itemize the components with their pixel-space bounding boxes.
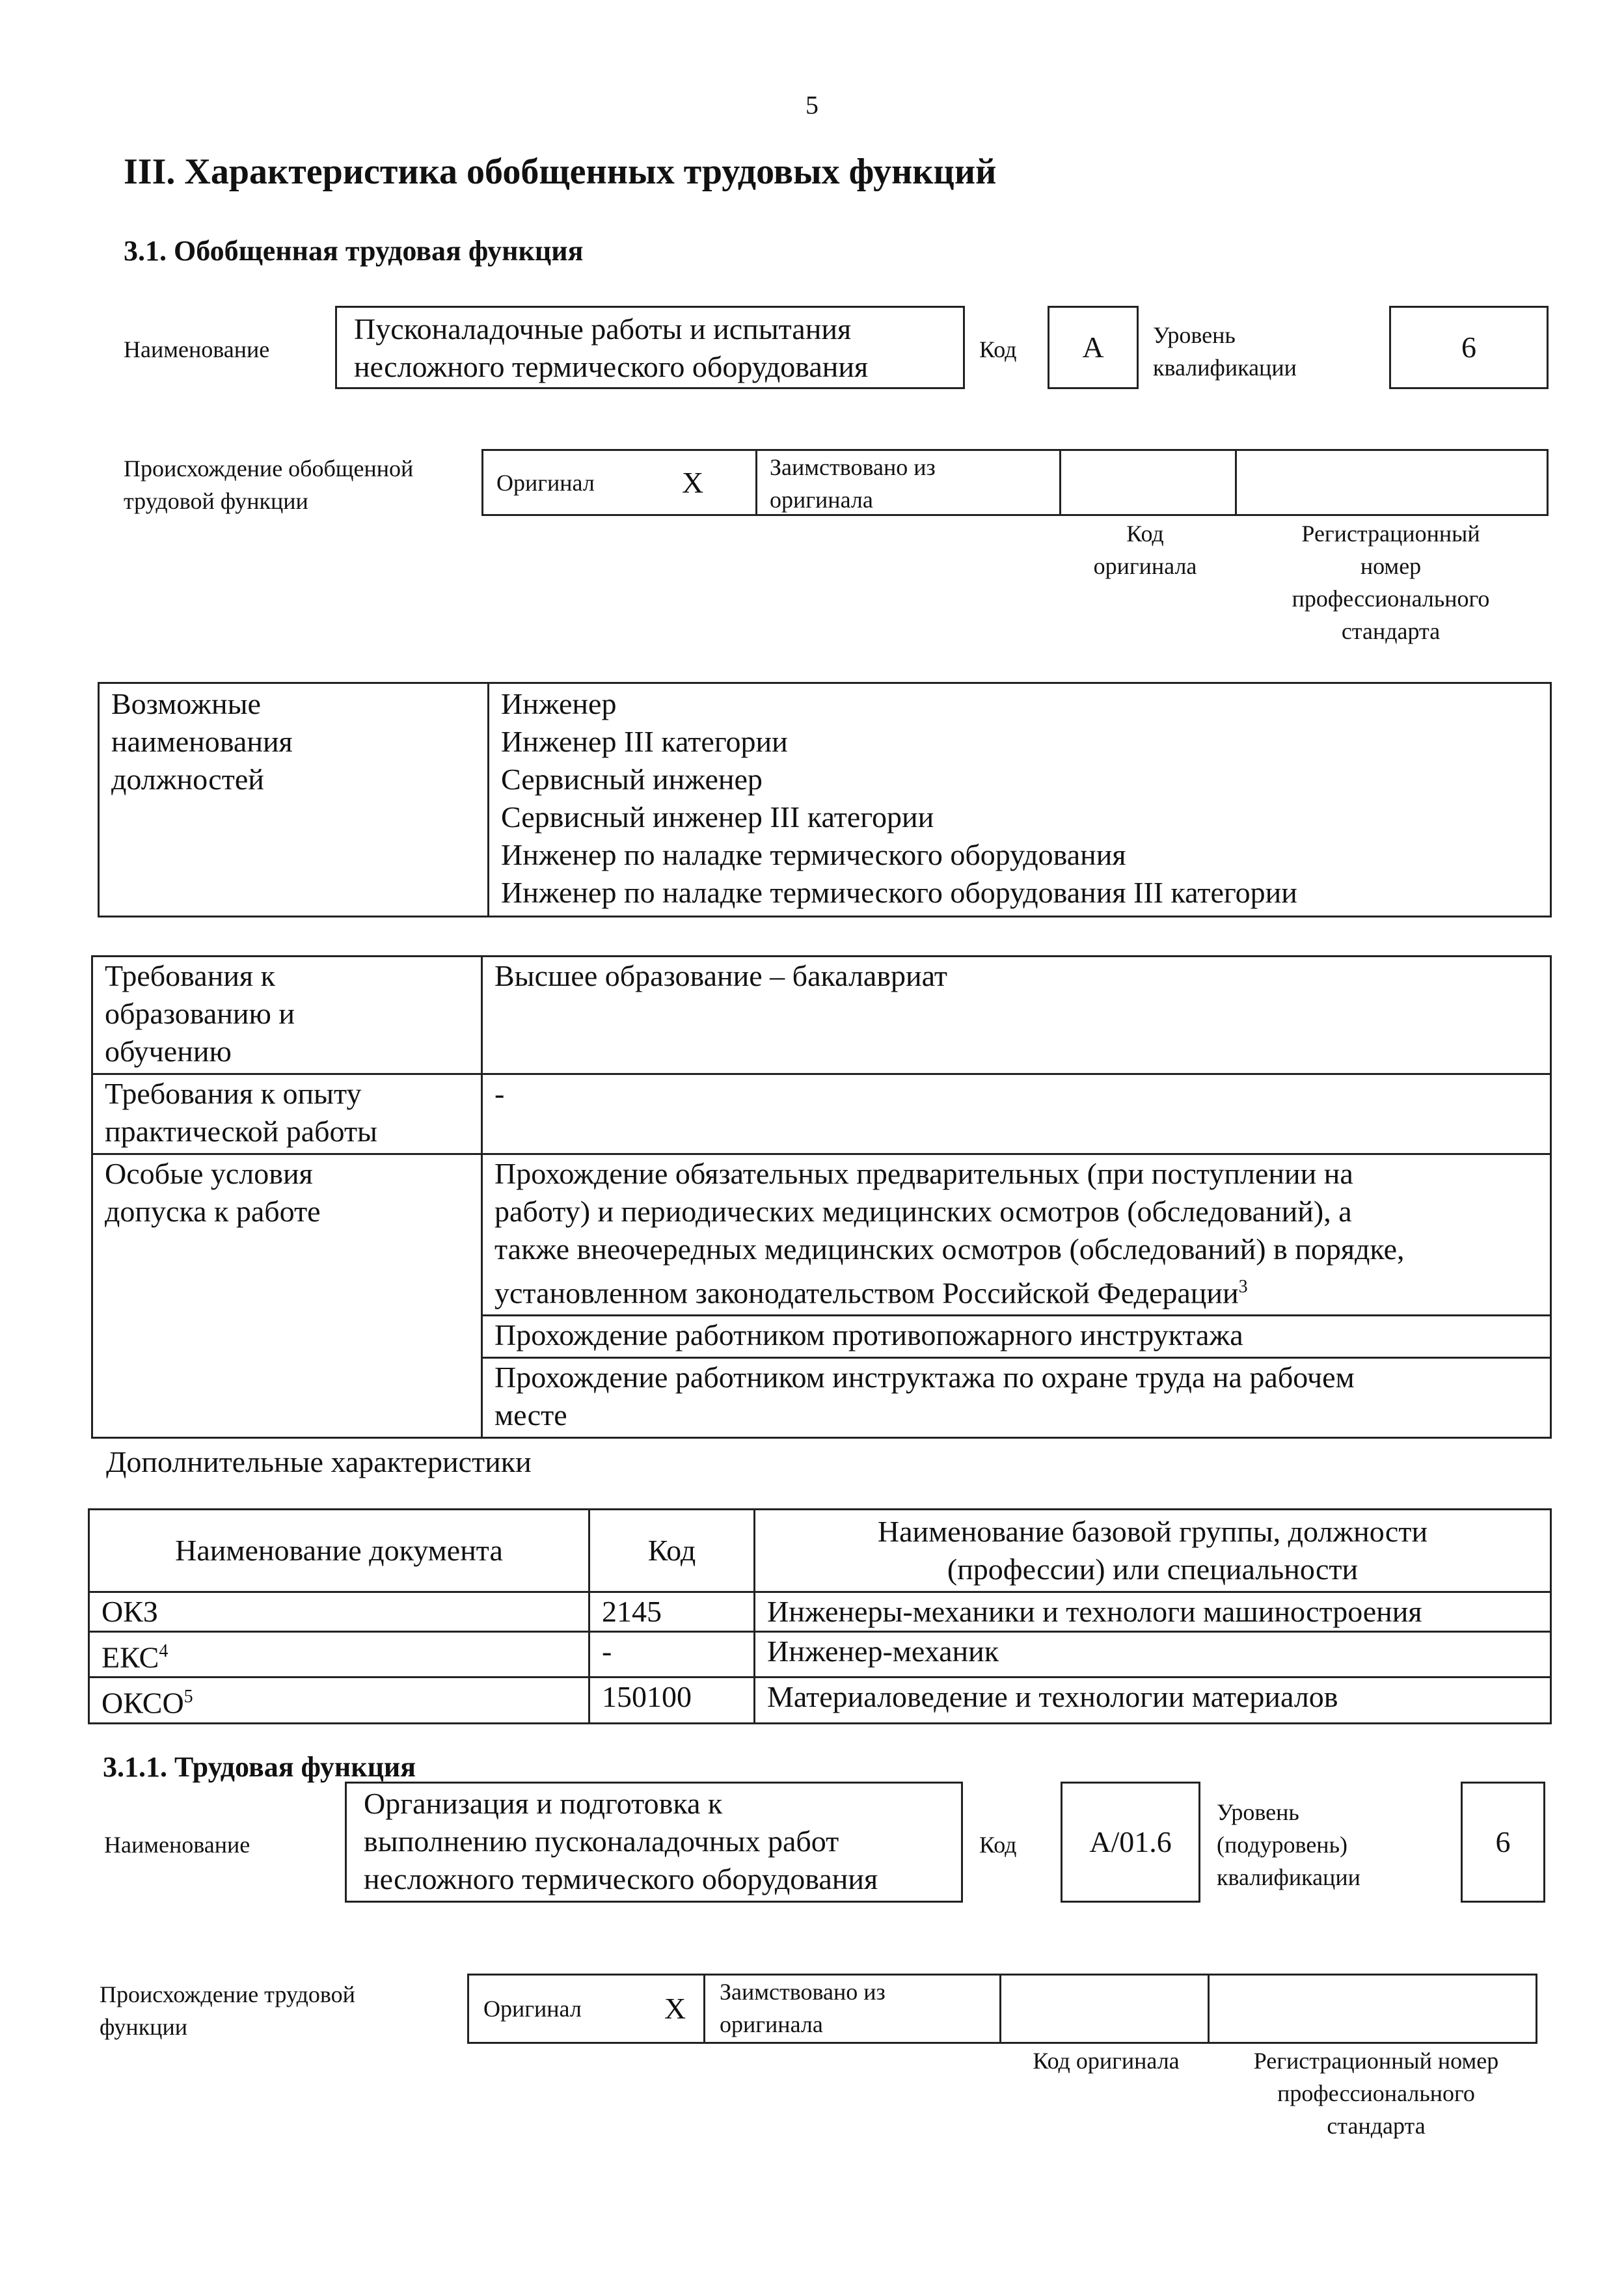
tf-origin-label-line2: функции [100,2014,187,2040]
tf-origin-label [100,1978,355,2043]
additional-table [88,1508,1552,1724]
education-label-cell [92,957,482,1074]
gtf-borrowed-label [770,451,936,516]
col-name-header-line1: Наименование базовой группы, должности [877,1515,1428,1548]
tf-level-box [1461,1782,1545,1903]
experience-value: - [482,1074,1551,1154]
gtf-caption-code [1057,517,1233,582]
tf-original-mark: X [664,1992,686,2025]
special-condition-3 [482,1358,1551,1438]
col-name-header [755,1510,1551,1592]
list-item: Инженер III категории [501,725,788,758]
table-row [89,1510,1551,1592]
gtf-code-box [1048,306,1139,389]
positions-label-line3: должностей [111,763,264,796]
tf-level-label-line1: Уровень [1217,1799,1299,1825]
section-title: III. Характеристика обобщенных трудовых функций [124,152,997,192]
footnote-3: 3 [1238,1277,1248,1297]
col-doc-header: Наименование документа [89,1510,589,1592]
gtf-caption-reg-line4: стандарта [1341,618,1441,644]
education-label-line1: Требования к [105,959,275,992]
row-doc: ЕКС$^4$ [89,1632,589,1678]
list-item: Инженер по наладке термического оборудования [501,838,1126,871]
gtf-code-label: Код [979,336,1017,362]
table-row [92,1074,1551,1154]
gtf-level-label-line2: квалификации [1153,355,1297,381]
tf-name-line3: несложного термического оборудования [364,1862,878,1895]
footnote-5: 5 [183,1687,193,1707]
education-value: Высшее образование – бакалавриат [482,957,1551,1074]
tf-code-value: A/01.6 [1089,1825,1172,1858]
special-label-cell [92,1154,482,1438]
tf-name-line1: Организация и подготовка к [364,1787,723,1820]
tf-caption-code: Код оригинала [1033,2048,1180,2074]
table-row [89,1592,1551,1632]
gtf-origin-label [124,452,413,517]
table-row [92,957,1551,1074]
gtf-original-mark: X [682,465,704,499]
gtf-caption-reg-line3: профессионального [1292,586,1490,612]
row-code: 2145 [589,1592,755,1632]
tf-level-label [1217,1796,1360,1894]
divider [755,451,757,514]
col-code-header: Код [589,1510,755,1592]
gtf-origin-label-line2: трудовой функции [124,488,308,514]
divider [1235,451,1237,514]
tf-origin-box [467,1974,1537,2044]
tf-code-box [1061,1782,1200,1903]
requirements-table [91,955,1552,1439]
additional-title: Дополнительные характеристики [106,1445,532,1478]
gtf-level-value: 6 [1461,331,1476,364]
gtf-level-box [1389,306,1549,389]
tf-borrowed-line2: оригинала [720,2011,823,2037]
gtf-caption-code-line1: Код [1126,521,1164,547]
table-row [99,683,1551,917]
positions-label-cell [99,683,489,917]
positions-label-line1: Возможные [111,687,261,720]
gtf-name-box [335,306,965,389]
experience-label-line2: практической работы [105,1115,377,1148]
tf-name-line2: выполнению пусконаладочных работ [364,1825,839,1858]
row-name: Инженеры-механики и технологи машиностроения [755,1592,1551,1632]
tf-original-label: Оригинал [483,1996,582,2022]
col-name-header-line2: (профессии) или специальности [947,1553,1359,1586]
gtf-name-line2: несложного термического оборудования [354,350,869,383]
gtf-level-label [1153,319,1297,384]
special-condition-2: Прохождение работником противопожарного инструктажа [482,1316,1551,1358]
gtf-level-label-line1: Уровень [1153,322,1236,348]
tf-name-box [345,1782,963,1903]
tf-name-label: Наименование [104,1832,250,1858]
list-item: Сервисный инженер [501,763,763,796]
gtf-borrowed-line1: Заимствовано из [770,454,936,480]
experience-label-line1: Требования к опыту [105,1077,362,1110]
experience-label-cell [92,1074,482,1154]
row-doc: ОКСО$^5$ [89,1678,589,1723]
tf-level-value: 6 [1495,1825,1511,1858]
tf-origin-label-line1: Происхождение трудовой [100,1981,355,2007]
gtf-name-label: Наименование [124,336,270,362]
gtf-caption-code-line2: оригинала [1093,553,1197,579]
special-3-line1: Прохождение работником инструктажа по охране труда на рабочем [494,1361,1355,1394]
gtf-caption-reg-line1: Регистрационный [1301,521,1480,547]
gtf-caption-reg-line2: номер [1360,553,1422,579]
tf-level-label-line2: (подуровень) [1217,1832,1347,1858]
gtf-origin-label-line1: Происхождение обобщенной [124,455,414,482]
gtf-origin-box [481,449,1549,516]
positions-label-line2: наименования [111,725,293,758]
positions-table [98,682,1552,917]
divider [999,1976,1001,2042]
tf-heading: 3.1.1. Трудовая функция [103,1751,416,1783]
footnote-4: 4 [159,1641,169,1661]
gtf-borrowed-line2: оригинала [770,487,873,513]
row-code: 150100 [589,1678,755,1723]
special-3-line2: месте [494,1398,567,1432]
special-label-line1: Особые условия [105,1157,313,1190]
tf-caption-reg-line3: стандарта [1327,2113,1426,2139]
special-condition-1 [482,1154,1551,1316]
special-label-line2: допуска к работе [105,1195,321,1228]
gtf-original-label: Оригинал [496,469,595,496]
table-row [89,1678,1551,1723]
gtf-caption-reg [1233,517,1549,647]
tf-caption-reg-line1: Регистрационный номер [1253,2048,1499,2074]
special-1-line1: Прохождение обязательных предварительных (при поступлении на [494,1157,1353,1190]
tf-code-label: Код [979,1832,1017,1858]
tf-level-label-line3: квалификации [1217,1864,1360,1890]
list-item: Инженер по наладке термического оборудования III категории [501,876,1297,909]
tf-caption-reg-line2: профессионального [1277,2080,1475,2106]
special-1-line2: работу) и периодических медицинских осмотров (обследований), а [494,1195,1352,1228]
gtf-heading: 3.1. Обобщенная трудовая функция [124,235,584,267]
row-doc: ОКЗ [89,1592,589,1632]
gtf-code-value: A [1082,331,1104,364]
table-row [92,1154,1551,1316]
positions-list-cell [489,683,1551,917]
gtf-name-line1: Пусконаладочные работы и испытания [354,312,852,346]
table-row [89,1632,1551,1678]
list-item: Сервисный инженер III категории [501,800,934,834]
row-code: - [589,1632,755,1678]
page-number: 5 [805,90,819,120]
tf-borrowed-line1: Заимствовано из [720,1979,886,2005]
row-name: Инженер-механик [755,1632,1551,1678]
education-label-line2: образованию и [105,997,295,1030]
list-item: Инженер [501,687,617,720]
education-label-line3: обучению [105,1035,232,1068]
divider [703,1976,705,2042]
tf-borrowed-label [720,1976,886,2041]
row-name: Материаловедение и технологии материалов [755,1678,1551,1723]
special-1-line3: также внеочередных медицинских осмотров (обследований) в порядке, [494,1232,1405,1266]
tf-caption-reg [1210,2044,1542,2142]
special-1-line4: установленном законодательством Российской Федерации [494,1276,1239,1310]
divider [1208,1976,1210,2042]
divider [1059,451,1061,514]
